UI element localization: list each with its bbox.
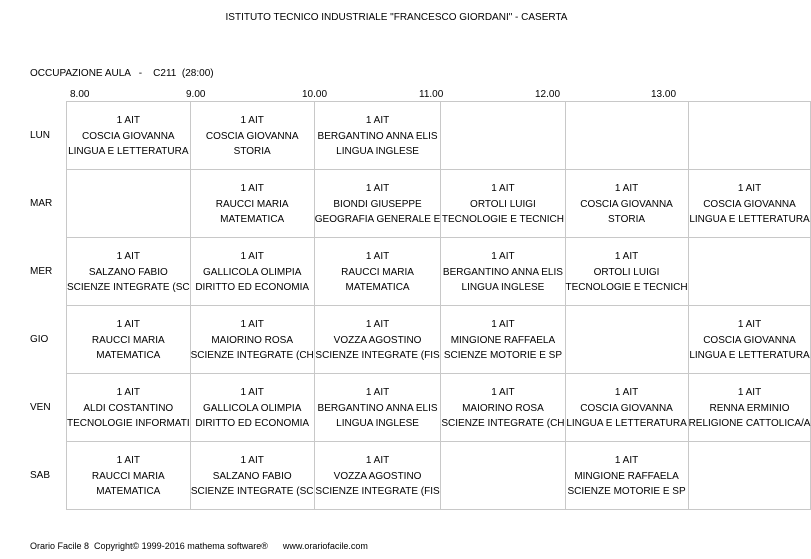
lesson-class: 1 AIT	[365, 319, 390, 330]
hour-label: 12.00	[535, 89, 561, 100]
lesson-class: 1 AIT	[737, 183, 762, 194]
lesson-class: 1 AIT	[365, 183, 390, 194]
lesson-class: 1 AIT	[116, 319, 140, 330]
lesson-class: 1 AIT	[491, 251, 515, 262]
lesson-teacher: BERGANTINO ANNA ELIS	[317, 402, 438, 414]
day-label: SAB	[30, 470, 51, 481]
lesson-subject: LINGUA E LETTERATURA	[566, 418, 687, 429]
timetable-grid	[66, 101, 811, 510]
timetable-cell	[441, 102, 565, 170]
lesson-subject: TECNOLOGIE INFORMATI	[67, 418, 190, 429]
lesson-subject: DIRITTO ED ECONOMIA	[195, 418, 310, 429]
lesson-class: 1 AIT	[365, 251, 390, 262]
lesson-class: 1 AIT	[491, 183, 515, 194]
lesson-teacher: BERGANTINO ANNA ELIS	[317, 130, 438, 142]
lesson-subject: LINGUA E LETTERATURA	[689, 350, 810, 361]
lesson-teacher: RENNA ERMINIO	[709, 402, 790, 414]
timetable-cell	[67, 102, 191, 170]
lesson-class: 1 AIT	[614, 251, 639, 262]
lesson-class: 1 AIT	[491, 319, 515, 330]
hour-label: 9.00	[186, 89, 206, 100]
lesson-teacher: RAUCCI MARIA	[91, 334, 165, 346]
lesson-class: 1 AIT	[240, 251, 264, 262]
lesson-class: 1 AIT	[737, 319, 762, 330]
timetable-cell	[565, 170, 688, 238]
day-label: MAR	[30, 198, 53, 209]
lesson-subject: SCIENZE MOTORIE E SP	[443, 350, 563, 361]
lesson-class: 1 AIT	[240, 319, 264, 330]
lesson-teacher: COSCIA GIOVANNA	[703, 198, 796, 210]
timetable-cell	[688, 170, 811, 238]
lesson-class: 1 AIT	[240, 455, 264, 466]
day-label: VEN	[30, 402, 51, 413]
timetable-cell	[314, 374, 441, 442]
hour-label: 11.00	[419, 89, 444, 100]
timetable-cell	[688, 442, 811, 510]
timetable-cell	[314, 306, 441, 374]
timetable-row	[67, 306, 811, 374]
timetable-row	[67, 374, 811, 442]
lesson-class: 1 AIT	[365, 387, 390, 398]
timetable-cell	[190, 306, 314, 374]
lesson-subject: SCIENZE INTEGRATE (FIS	[315, 486, 440, 497]
timetable-cell	[314, 102, 441, 170]
day-label: LUN	[30, 130, 51, 141]
lesson-teacher: MAIORINO ROSA	[211, 334, 294, 346]
hour-label: 10.00	[302, 89, 328, 100]
timetable-row	[67, 442, 811, 510]
timetable-row	[67, 238, 811, 306]
timetable-cell	[688, 374, 811, 442]
lesson-teacher: ORTOLI LUIGI	[470, 198, 536, 210]
timetable-cell	[565, 374, 688, 442]
timetable-cell	[688, 102, 811, 170]
timetable-row	[67, 170, 811, 238]
lesson-teacher: RAUCCI MARIA	[341, 266, 414, 278]
lesson-teacher: GALLICOLA OLIMPIA	[203, 402, 302, 414]
footer-copyright: Orario Facile 8 Copyright© 1999-2016 mathema software® www.orariofacile.com	[30, 541, 368, 551]
timetable-row	[67, 102, 811, 170]
lesson-teacher: COSCIA GIOVANNA	[205, 130, 299, 142]
lesson-subject: MATEMATICA	[220, 214, 285, 225]
lesson-class: 1 AIT	[737, 387, 762, 398]
hour-label: 8.00	[70, 89, 90, 100]
lesson-teacher: MINGIONE RAFFAELA	[574, 470, 679, 482]
school-title: ISTITUTO TECNICO INDUSTRIALE "FRANCESCO GIORDANI" - CASERTA	[225, 12, 568, 23]
day-label: MER	[30, 266, 53, 277]
timetable-cell	[441, 238, 565, 306]
timetable-cell	[67, 238, 191, 306]
lesson-subject: LINGUA INGLESE	[461, 282, 545, 293]
lesson-teacher: BIONDI GIUSEPPE	[333, 198, 422, 210]
timetable-cell	[565, 442, 688, 510]
lesson-subject: LINGUA INGLESE	[336, 146, 419, 157]
timetable-cell	[314, 170, 441, 238]
room-occupation-subtitle: OCCUPAZIONE AULA - C211 (28:00)	[30, 68, 214, 79]
timetable-cell	[565, 102, 688, 170]
lesson-class: 1 AIT	[116, 115, 140, 126]
lesson-teacher: RAUCCI MARIA	[91, 470, 165, 482]
timetable-cell	[190, 170, 314, 238]
lesson-subject: MATEMATICA	[96, 486, 161, 497]
lesson-teacher: MINGIONE RAFFAELA	[450, 334, 556, 346]
lesson-subject: STORIA	[233, 146, 271, 157]
lesson-subject: LINGUA E LETTERATURA	[68, 146, 189, 157]
hour-header-row	[67, 89, 767, 101]
timetable-cell	[190, 102, 314, 170]
lesson-subject: GEOGRAFIA GENERALE E	[314, 214, 441, 225]
lesson-class: 1 AIT	[240, 115, 264, 126]
timetable-cell	[565, 238, 688, 306]
timetable-cell	[67, 170, 191, 238]
lesson-subject: MATEMATICA	[96, 350, 161, 361]
lesson-teacher: SALZANO FABIO	[212, 470, 292, 482]
lesson-teacher: COSCIA GIOVANNA	[703, 334, 796, 346]
lesson-subject: TECNOLOGIE E TECNICH	[441, 214, 564, 225]
timetable-cell	[190, 238, 314, 306]
timetable-cell	[441, 442, 565, 510]
hour-label: 13.00	[651, 89, 677, 100]
lesson-class: 1 AIT	[240, 183, 264, 194]
lesson-subject: SCIENZE INTEGRATE (CH	[441, 418, 565, 429]
lesson-teacher: ALDI COSTANTINO	[83, 402, 174, 414]
lesson-subject: TECNOLOGIE E TECNICH	[565, 282, 688, 293]
lesson-class: 1 AIT	[116, 455, 140, 466]
timetable-cell	[441, 170, 565, 238]
timetable-cell	[441, 374, 565, 442]
lesson-teacher: COSCIA GIOVANNA	[580, 402, 673, 414]
timetable-cell	[67, 442, 191, 510]
lesson-teacher: SALZANO FABIO	[88, 266, 168, 278]
timetable-cell	[190, 374, 314, 442]
timetable-cell	[190, 442, 314, 510]
lesson-subject: SCIENZE INTEGRATE (SC	[190, 486, 314, 497]
lesson-class: 1 AIT	[116, 251, 140, 262]
lesson-subject: SCIENZE INTEGRATE (SC	[67, 282, 190, 293]
timetable-cell	[67, 306, 191, 374]
lesson-subject: RELIGIONE CATTOLICA/A	[688, 418, 811, 429]
lesson-teacher: COSCIA GIOVANNA	[580, 198, 673, 210]
lesson-class: 1 AIT	[614, 183, 639, 194]
lesson-subject: SCIENZE MOTORIE E SP	[567, 486, 686, 497]
lesson-teacher: VOZZA AGOSTINO	[333, 334, 422, 346]
timetable-cell	[441, 306, 565, 374]
lesson-class: 1 AIT	[240, 387, 264, 398]
timetable-cell	[688, 238, 811, 306]
timetable-cell	[688, 306, 811, 374]
lesson-subject: LINGUA INGLESE	[336, 418, 419, 429]
lesson-class: 1 AIT	[365, 455, 390, 466]
lesson-teacher: GALLICOLA OLIMPIA	[203, 266, 302, 278]
lesson-class: 1 AIT	[116, 387, 140, 398]
day-label: GIO	[30, 334, 49, 345]
lesson-class: 1 AIT	[491, 387, 515, 398]
lesson-subject: MATEMATICA	[345, 282, 410, 293]
timetable-cell	[565, 306, 688, 374]
lesson-subject: SCIENZE INTEGRATE (FIS	[315, 350, 440, 361]
lesson-class: 1 AIT	[614, 455, 639, 466]
lesson-teacher: COSCIA GIOVANNA	[81, 130, 175, 142]
lesson-teacher: VOZZA AGOSTINO	[333, 470, 422, 482]
lesson-subject: DIRITTO ED ECONOMIA	[195, 282, 310, 293]
lesson-subject: STORIA	[608, 214, 646, 225]
lesson-teacher: MAIORINO ROSA	[462, 402, 544, 414]
lesson-teacher: ORTOLI LUIGI	[593, 266, 660, 278]
lesson-class: 1 AIT	[614, 387, 639, 398]
lesson-class: 1 AIT	[365, 115, 390, 126]
timetable-cell	[67, 374, 191, 442]
timetable-cell	[314, 442, 441, 510]
lesson-subject: SCIENZE INTEGRATE (CH	[190, 350, 314, 361]
lesson-teacher: BERGANTINO ANNA ELIS	[442, 266, 563, 278]
lesson-teacher: RAUCCI MARIA	[215, 198, 289, 210]
lesson-subject: LINGUA E LETTERATURA	[689, 214, 810, 225]
timetable-cell	[314, 238, 441, 306]
